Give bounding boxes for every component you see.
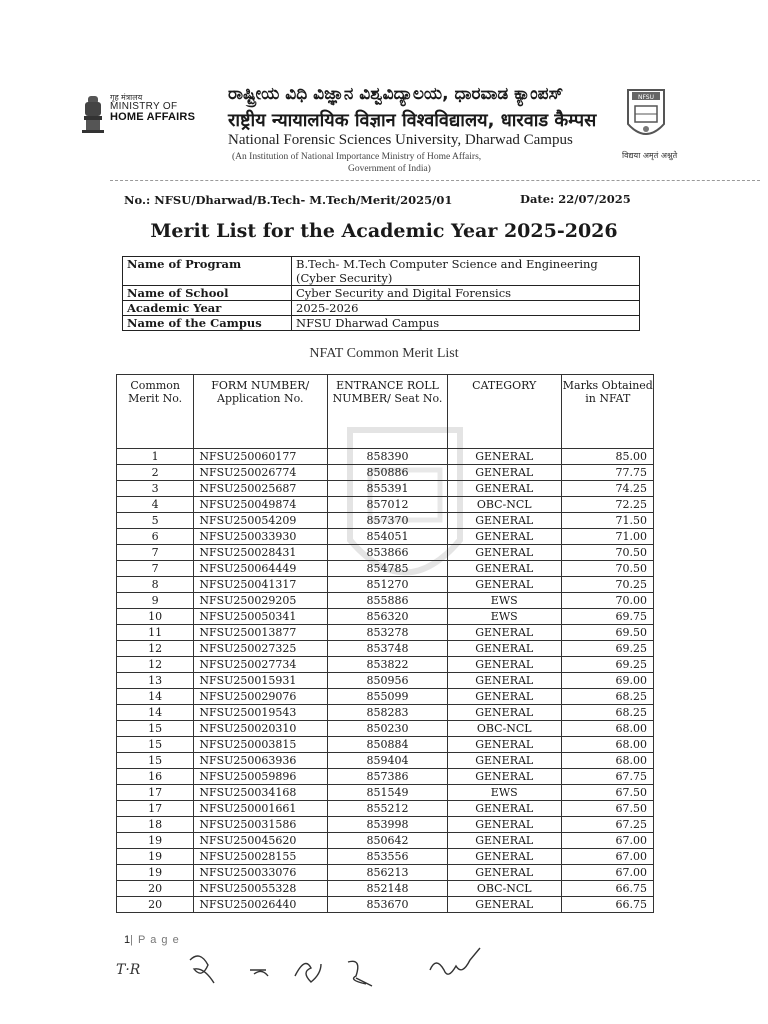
- form-number-cell: NFSU250033930: [194, 529, 328, 545]
- nfsu-logo-icon: [624, 84, 668, 146]
- table-row: [117, 769, 654, 785]
- info-value: NFSU Dharwad Campus: [292, 316, 640, 331]
- form-number-cell: NFSU250001661: [194, 801, 328, 817]
- signature-initials: T·R: [116, 962, 141, 978]
- hindi-title: राष्ट्रीय न्यायालयिक विज्ञान विश्वविद्यालय, धारवाड कैम्पस: [228, 110, 597, 131]
- program-info-row: [123, 316, 640, 331]
- form-number-cell: NFSU250013877: [194, 625, 328, 641]
- merit-no-cell: 7: [117, 561, 194, 577]
- marks-cell: 71.00: [561, 529, 653, 545]
- marks-cell: 71.50: [561, 513, 653, 529]
- marks-cell: 67.50: [561, 801, 653, 817]
- marks-cell: 68.25: [561, 689, 653, 705]
- marks-cell: 67.25: [561, 817, 653, 833]
- merit-no-cell: 6: [117, 529, 194, 545]
- roll-number-cell: 850642: [328, 833, 448, 849]
- merit-no-cell: 19: [117, 849, 194, 865]
- col-marks: Marks Obtained in NFAT: [561, 375, 653, 449]
- merit-no-cell: 8: [117, 577, 194, 593]
- roll-number-cell: 852148: [328, 881, 448, 897]
- merit-no-cell: 15: [117, 737, 194, 753]
- table-row: [117, 737, 654, 753]
- page-title: Merit List for the Academic Year 2025-2026: [150, 220, 618, 242]
- col-roll-number: ENTRANCE ROLL NUMBER/ Seat No.: [328, 375, 448, 449]
- table-row: [117, 657, 654, 673]
- roll-number-cell: 854785: [328, 561, 448, 577]
- col-category: CATEGORY: [447, 375, 561, 449]
- category-cell: GENERAL: [447, 865, 561, 881]
- marks-cell: 67.75: [561, 769, 653, 785]
- category-cell: GENERAL: [447, 449, 561, 465]
- merit-no-cell: 19: [117, 833, 194, 849]
- marks-cell: 68.00: [561, 737, 653, 753]
- category-cell: GENERAL: [447, 561, 561, 577]
- marks-cell: 67.00: [561, 849, 653, 865]
- page-label: | P a g e: [130, 934, 180, 946]
- category-cell: GENERAL: [447, 673, 561, 689]
- form-number-cell: NFSU250026440: [194, 897, 328, 913]
- category-cell: GENERAL: [447, 849, 561, 865]
- form-number-cell: NFSU250015931: [194, 673, 328, 689]
- merit-no-cell: 13: [117, 673, 194, 689]
- table-row: [117, 881, 654, 897]
- roll-number-cell: 850884: [328, 737, 448, 753]
- marks-cell: 74.25: [561, 481, 653, 497]
- merit-no-cell: 12: [117, 657, 194, 673]
- roll-number-cell: 854051: [328, 529, 448, 545]
- ministry-block: [110, 94, 195, 123]
- program-info-table: [122, 256, 640, 331]
- form-number-cell: NFSU250003815: [194, 737, 328, 753]
- category-cell: OBC-NCL: [447, 497, 561, 513]
- info-label: Name of School: [123, 286, 292, 301]
- table-row: [117, 817, 654, 833]
- col-merit-no: Common Merit No.: [117, 375, 194, 449]
- info-label: Academic Year: [123, 301, 292, 316]
- category-cell: EWS: [447, 609, 561, 625]
- signature-4: [348, 961, 372, 986]
- form-number-cell: NFSU250029205: [194, 593, 328, 609]
- category-cell: GENERAL: [447, 705, 561, 721]
- roll-number-cell: 850956: [328, 673, 448, 689]
- roll-number-cell: 857386: [328, 769, 448, 785]
- info-label: Name of the Campus: [123, 316, 292, 331]
- category-cell: GENERAL: [447, 897, 561, 913]
- program-info-row: [123, 301, 640, 316]
- roll-number-cell: 850886: [328, 465, 448, 481]
- marks-cell: 69.00: [561, 673, 653, 689]
- table-row: [117, 481, 654, 497]
- merit-no-cell: 18: [117, 817, 194, 833]
- merit-no-cell: 20: [117, 881, 194, 897]
- marks-cell: 69.50: [561, 625, 653, 641]
- table-row: [117, 545, 654, 561]
- category-cell: GENERAL: [447, 529, 561, 545]
- merit-no-cell: 2: [117, 465, 194, 481]
- marks-cell: 68.00: [561, 721, 653, 737]
- marks-cell: 68.00: [561, 753, 653, 769]
- ministry-of: MINISTRY OF: [110, 101, 178, 112]
- roll-number-cell: 853748: [328, 641, 448, 657]
- signature-5: [430, 948, 480, 974]
- form-number-cell: NFSU250029076: [194, 689, 328, 705]
- marks-cell: 68.25: [561, 705, 653, 721]
- category-cell: GENERAL: [447, 769, 561, 785]
- table-row: [117, 449, 654, 465]
- form-number-cell: NFSU250060177: [194, 449, 328, 465]
- form-number-cell: NFSU250027734: [194, 657, 328, 673]
- form-number-cell: NFSU250027325: [194, 641, 328, 657]
- table-row: [117, 641, 654, 657]
- category-cell: GENERAL: [447, 833, 561, 849]
- signature-1: [190, 956, 214, 983]
- national-emblem-icon: [80, 92, 106, 136]
- merit-table-body: [117, 449, 654, 913]
- header-divider: [110, 180, 760, 181]
- table-row: [117, 577, 654, 593]
- info-value: B.Tech- M.Tech Computer Science and Engineering (Cyber Security): [292, 257, 640, 286]
- merit-no-cell: 11: [117, 625, 194, 641]
- merit-no-cell: 14: [117, 705, 194, 721]
- form-number-cell: NFSU250031586: [194, 817, 328, 833]
- roll-number-cell: 851270: [328, 577, 448, 593]
- merit-no-cell: 7: [117, 545, 194, 561]
- category-cell: GENERAL: [447, 577, 561, 593]
- form-number-cell: NFSU250019543: [194, 705, 328, 721]
- home-affairs: HOME AFFAIRS: [110, 111, 196, 123]
- info-label: Name of Program: [123, 257, 292, 286]
- merit-no-cell: 19: [117, 865, 194, 881]
- roll-number-cell: 851549: [328, 785, 448, 801]
- category-cell: GENERAL: [447, 625, 561, 641]
- category-cell: GENERAL: [447, 481, 561, 497]
- merit-no-cell: 20: [117, 897, 194, 913]
- merit-no-cell: 9: [117, 593, 194, 609]
- roll-number-cell: 855099: [328, 689, 448, 705]
- roll-number-cell: 855212: [328, 801, 448, 817]
- marks-cell: 67.50: [561, 785, 653, 801]
- table-row: [117, 561, 654, 577]
- info-value: 2025-2026: [292, 301, 640, 316]
- form-number-cell: NFSU250059896: [194, 769, 328, 785]
- roll-number-cell: 857370: [328, 513, 448, 529]
- category-cell: GENERAL: [447, 801, 561, 817]
- marks-cell: 70.50: [561, 561, 653, 577]
- roll-number-cell: 853822: [328, 657, 448, 673]
- category-cell: EWS: [447, 785, 561, 801]
- roll-number-cell: 856320: [328, 609, 448, 625]
- roll-number-cell: 858283: [328, 705, 448, 721]
- form-number-cell: NFSU250034168: [194, 785, 328, 801]
- form-number-cell: NFSU250028431: [194, 545, 328, 561]
- roll-number-cell: 859404: [328, 753, 448, 769]
- roll-number-cell: 853670: [328, 897, 448, 913]
- form-number-cell: NFSU250025687: [194, 481, 328, 497]
- table-row: [117, 721, 654, 737]
- merit-no-cell: 14: [117, 689, 194, 705]
- category-cell: GENERAL: [447, 545, 561, 561]
- institution-subtitle-2: Government of India): [348, 164, 431, 174]
- category-cell: GENERAL: [447, 465, 561, 481]
- table-row: [117, 833, 654, 849]
- merit-list-heading: NFAT Common Merit List: [309, 346, 459, 361]
- marks-cell: 67.00: [561, 833, 653, 849]
- table-row: [117, 625, 654, 641]
- roll-number-cell: 853556: [328, 849, 448, 865]
- merit-no-cell: 17: [117, 785, 194, 801]
- col-form-number: FORM NUMBER/ Application No.: [194, 375, 328, 449]
- merit-no-cell: 1: [117, 449, 194, 465]
- form-number-cell: NFSU250045620: [194, 833, 328, 849]
- form-number-cell: NFSU250033076: [194, 865, 328, 881]
- merit-no-cell: 12: [117, 641, 194, 657]
- table-row: [117, 865, 654, 881]
- institution-subtitle: (An Institution of National Importance Ministry of Home Affairs,: [232, 152, 482, 162]
- merit-no-cell: 5: [117, 513, 194, 529]
- table-row: [117, 705, 654, 721]
- table-row: [117, 849, 654, 865]
- form-number-cell: NFSU250028155: [194, 849, 328, 865]
- table-row: [117, 609, 654, 625]
- table-row: [117, 513, 654, 529]
- roll-number-cell: 850230: [328, 721, 448, 737]
- roll-number-cell: 853278: [328, 625, 448, 641]
- form-number-cell: NFSU250063936: [194, 753, 328, 769]
- marks-cell: 69.75: [561, 609, 653, 625]
- category-cell: GENERAL: [447, 753, 561, 769]
- merit-no-cell: 17: [117, 801, 194, 817]
- merit-no-cell: 3: [117, 481, 194, 497]
- merit-table-header: [117, 375, 654, 449]
- roll-number-cell: 855391: [328, 481, 448, 497]
- roll-number-cell: 858390: [328, 449, 448, 465]
- category-cell: GENERAL: [447, 641, 561, 657]
- merit-table: [116, 374, 654, 913]
- merit-no-cell: 16: [117, 769, 194, 785]
- merit-no-cell: 15: [117, 753, 194, 769]
- marks-cell: 85.00: [561, 449, 653, 465]
- marks-cell: 72.25: [561, 497, 653, 513]
- form-number-cell: NFSU250049874: [194, 497, 328, 513]
- signature-3: [295, 964, 321, 983]
- category-cell: OBC-NCL: [447, 881, 561, 897]
- merit-no-cell: 15: [117, 721, 194, 737]
- table-row: [117, 785, 654, 801]
- category-cell: EWS: [447, 593, 561, 609]
- form-number-cell: NFSU250064449: [194, 561, 328, 577]
- form-number-cell: NFSU250026774: [194, 465, 328, 481]
- logo-text: NFSU: [637, 94, 655, 101]
- kannada-title: ರಾಷ್ಟ್ರೀಯ ವಿಧಿ ವಿಜ್ಞಾನ ವಿಶ್ವವಿದ್ಯಾಲಯ, ಧಾರವಾಡ ಕ್ಯಾಂಪಸ್: [228, 84, 564, 104]
- marks-cell: 66.75: [561, 897, 653, 913]
- marks-cell: 70.50: [561, 545, 653, 561]
- table-row: [117, 801, 654, 817]
- marks-cell: 69.25: [561, 641, 653, 657]
- roll-number-cell: 856213: [328, 865, 448, 881]
- form-number-cell: NFSU250020310: [194, 721, 328, 737]
- reference-number: No.: NFSU/Dharwad/B.Tech- M.Tech/Merit/2025/01: [124, 193, 453, 207]
- category-cell: GENERAL: [447, 513, 561, 529]
- logo-motto: विद्यया अमृतं अश्नुते: [622, 151, 678, 160]
- table-row: [117, 465, 654, 481]
- merit-no-cell: 4: [117, 497, 194, 513]
- form-number-cell: NFSU250054209: [194, 513, 328, 529]
- program-info-row: [123, 257, 640, 286]
- marks-cell: 69.25: [561, 657, 653, 673]
- marks-cell: 67.00: [561, 865, 653, 881]
- info-value: Cyber Security and Digital Forensics: [292, 286, 640, 301]
- signatures: [110, 940, 510, 1000]
- table-row: [117, 593, 654, 609]
- merit-no-cell: 10: [117, 609, 194, 625]
- table-row: [117, 753, 654, 769]
- ministry-hindi: गृह मंत्रालय: [110, 93, 143, 102]
- category-cell: GENERAL: [447, 657, 561, 673]
- table-row: [117, 673, 654, 689]
- category-cell: GENERAL: [447, 817, 561, 833]
- form-number-cell: NFSU250050341: [194, 609, 328, 625]
- table-row: [117, 497, 654, 513]
- table-row: [117, 689, 654, 705]
- roll-number-cell: 855886: [328, 593, 448, 609]
- form-number-cell: NFSU250041317: [194, 577, 328, 593]
- marks-cell: 66.75: [561, 881, 653, 897]
- form-number-cell: NFSU250055328: [194, 881, 328, 897]
- table-row: [117, 897, 654, 913]
- english-title: National Forensic Sciences University, Dharwad Campus: [228, 132, 573, 148]
- category-cell: GENERAL: [447, 689, 561, 705]
- roll-number-cell: 853866: [328, 545, 448, 561]
- marks-cell: 77.75: [561, 465, 653, 481]
- marks-cell: 70.00: [561, 593, 653, 609]
- marks-cell: 70.25: [561, 577, 653, 593]
- signature-2: [250, 970, 268, 976]
- roll-number-cell: 857012: [328, 497, 448, 513]
- page-number-value: 1: [124, 934, 131, 946]
- roll-number-cell: 853998: [328, 817, 448, 833]
- program-info-row: [123, 286, 640, 301]
- category-cell: GENERAL: [447, 737, 561, 753]
- category-cell: OBC-NCL: [447, 721, 561, 737]
- table-row: [117, 529, 654, 545]
- issue-date: Date: 22/07/2025: [520, 192, 631, 206]
